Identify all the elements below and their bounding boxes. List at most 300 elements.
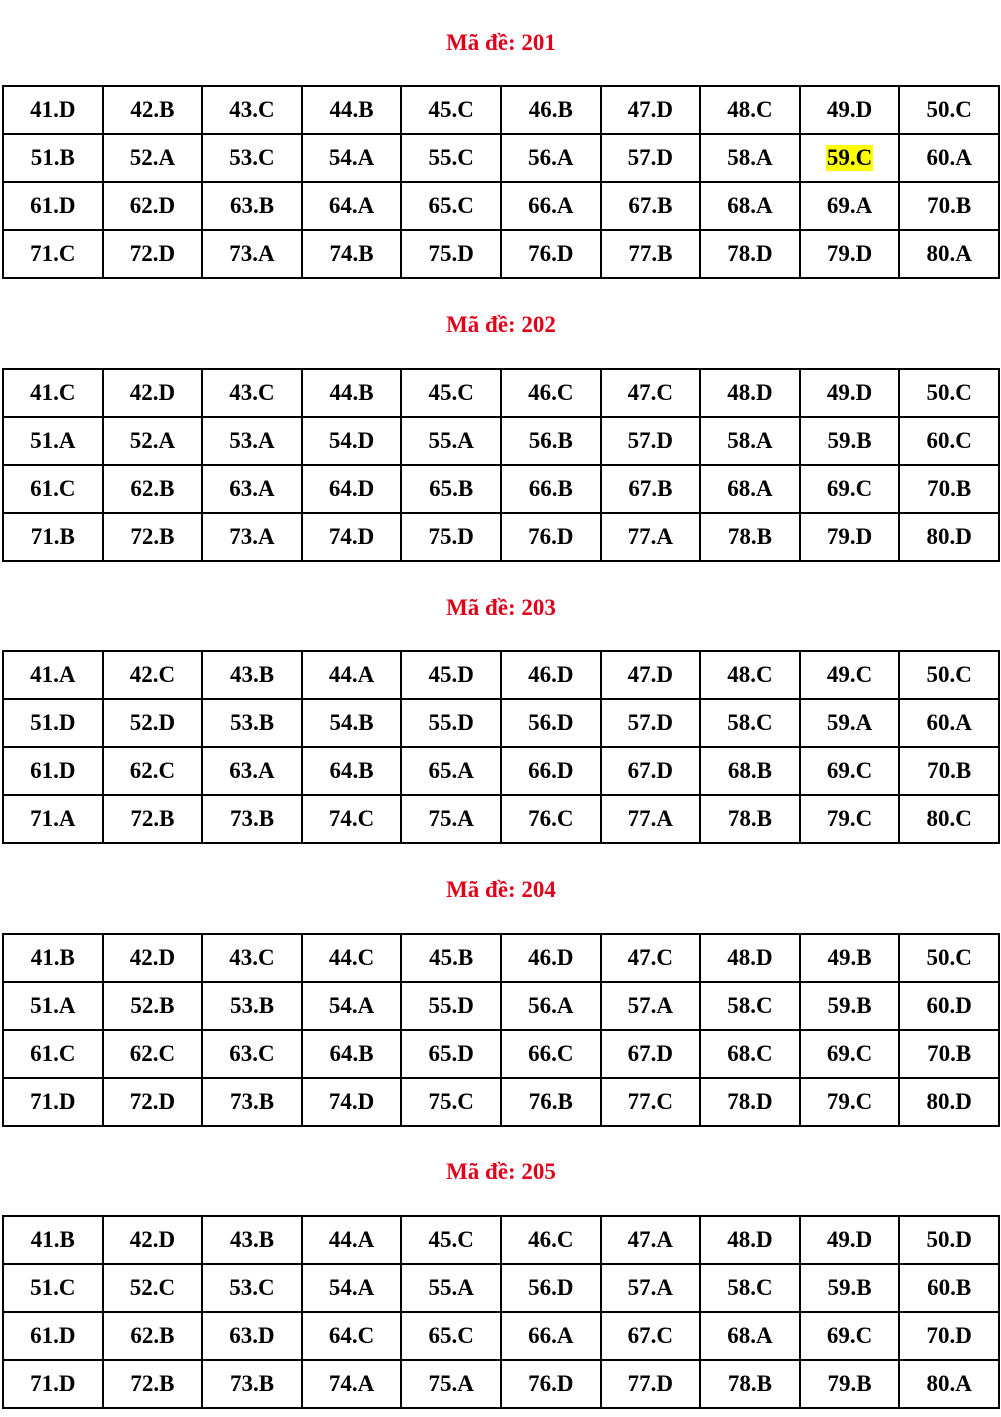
answer-cell [601,417,701,465]
answer-cell [800,465,900,513]
answer-cell [800,513,900,561]
answer-cell [501,86,601,134]
answer-cell [302,1312,402,1360]
answer-text: 44.A [328,1227,375,1252]
answer-cell [601,1312,701,1360]
answer-cell [3,795,103,843]
answer-cell [700,182,800,230]
answer-text: 66.C [528,1041,574,1066]
answer-cell [202,134,302,182]
answer-text: 45.B [429,945,474,970]
answer-text: 53.C [229,145,275,170]
answer-text: 78.D [727,1089,773,1114]
answer-cell [601,1264,701,1312]
answer-cell [501,1360,601,1408]
answer-text: 45.C [428,380,474,405]
answer-cell [800,182,900,230]
answer-cell [501,651,601,699]
answer-text: 44.C [328,945,375,970]
answer-text: 80.C [926,806,972,831]
answer-text: 70.B [927,476,972,501]
answer-text: 66.A [528,193,574,218]
answer-text: 57.D [627,145,674,170]
answer-text: 41.C [30,380,76,405]
answer-cell [899,651,999,699]
answer-text: 76.B [528,1089,573,1114]
answer-text: 50.C [926,380,972,405]
answer-cell [401,1360,501,1408]
answer-cell [899,699,999,747]
answer-cell [899,465,999,513]
answer-text: 72.D [129,241,176,266]
answer-text: 80.A [926,1371,972,1396]
answer-cell [800,982,900,1030]
answer-text: 60.C [926,428,972,453]
answer-cell [501,182,601,230]
answer-text: 72.B [130,806,175,831]
answer-cell [899,1030,999,1078]
answer-cell [601,182,701,230]
answer-cell [202,1312,302,1360]
answer-text: 60.A [926,710,972,735]
answer-text: 62.B [130,476,175,501]
answer-cell [302,230,402,278]
answer-cell [800,230,900,278]
answer-text: 54.A [328,1275,375,1300]
answer-text: 56.D [528,1275,574,1300]
answer-text: 46.D [528,662,574,687]
answer-cell [202,1030,302,1078]
answer-cell [3,747,103,795]
answer-row [3,417,999,465]
answer-cell [501,747,601,795]
answer-text: 60.B [927,1275,972,1300]
answer-row [3,934,999,982]
answer-cell [302,699,402,747]
answer-text: 58.A [727,428,773,453]
answer-text: 75.D [428,524,474,549]
answer-cell [3,513,103,561]
answer-text: 59.C [826,145,873,170]
answer-cell [700,1030,800,1078]
answer-row [3,795,999,843]
answer-cell [401,795,501,843]
answer-cell [501,1264,601,1312]
answer-text: 49.C [826,662,873,687]
answer-cell [103,1360,203,1408]
answer-text: 51.A [30,993,76,1018]
answer-text: 46.C [528,1227,574,1252]
answer-text: 77.B [628,241,673,266]
answer-cell [103,465,203,513]
answer-cell [401,369,501,417]
answer-text: 64.B [329,758,374,783]
answer-text: 68.A [727,476,773,501]
answer-cell [700,417,800,465]
answer-text: 60.D [926,993,972,1018]
answer-row [3,182,999,230]
answer-text: 75.C [428,1089,474,1114]
answer-cell [302,134,402,182]
answer-cell [3,1030,103,1078]
answer-text: 72.B [130,524,175,549]
answer-text: 56.B [528,428,573,453]
answer-text: 56.D [528,710,574,735]
answer-text: 61.C [30,1041,76,1066]
answer-cell [601,747,701,795]
answer-text: 42.B [130,97,175,122]
answer-cell [302,417,402,465]
answer-text: 41.B [30,945,75,970]
section-title: Mã đề: 205 [446,1159,556,1184]
answer-cell [3,369,103,417]
answer-cell [700,1078,800,1126]
answer-cell [302,982,402,1030]
answer-cell [3,182,103,230]
answer-cell [700,465,800,513]
answer-text: 79.C [826,806,873,831]
answer-text: 43.B [229,1227,275,1252]
answer-cell [899,747,999,795]
answer-cell [202,1264,302,1312]
answer-cell [302,1216,402,1264]
answer-cell [103,1030,203,1078]
answer-cell [3,1078,103,1126]
answer-text: 69.C [826,1323,873,1348]
answer-cell [202,465,302,513]
answer-cell [501,513,601,561]
answer-cell [103,651,203,699]
answer-text: 45.D [428,662,474,687]
answer-text: 51.B [30,145,75,170]
answer-row [3,651,999,699]
answer-cell [202,417,302,465]
answer-cell [601,1078,701,1126]
answer-text: 70.B [927,193,972,218]
answer-cell [899,1216,999,1264]
answer-text: 77.A [627,524,674,549]
answer-text: 73.A [229,524,275,549]
answer-row [3,1360,999,1408]
answer-cell [501,134,601,182]
answer-cell [3,86,103,134]
answer-cell [401,134,501,182]
answer-cell [103,795,203,843]
answer-text: 78.B [727,524,772,549]
answer-table [2,1215,1000,1409]
answer-text: 55.A [428,1275,474,1300]
answer-cell [3,1264,103,1312]
answer-text: 47.C [627,945,674,970]
answer-cell [501,699,601,747]
answer-text: 61.D [30,758,76,783]
answer-cell [401,651,501,699]
answer-cell [601,1030,701,1078]
answer-cell [103,934,203,982]
answer-cell [401,747,501,795]
answer-row [3,1030,999,1078]
answer-cell [3,230,103,278]
answer-cell [800,1312,900,1360]
answer-text: 50.D [926,1227,972,1252]
answer-cell [501,1030,601,1078]
answer-text: 42.C [129,662,176,687]
answer-text: 59.B [827,1275,872,1300]
answer-cell [103,1078,203,1126]
answer-text: 65.C [428,1323,474,1348]
answer-cell [401,699,501,747]
answer-cell [103,86,203,134]
answer-cell [800,795,900,843]
answer-text: 77.A [627,806,674,831]
answer-cell [800,1264,900,1312]
answer-cell [601,369,701,417]
answer-text: 52.A [129,145,176,170]
answer-text: 80.D [926,1089,972,1114]
answer-text: 62.B [130,1323,175,1348]
answer-row [3,1264,999,1312]
answer-text: 76.C [528,806,574,831]
answer-text: 68.A [727,1323,773,1348]
answer-cell [401,513,501,561]
answer-cell [800,86,900,134]
answer-text: 59.B [827,993,872,1018]
answer-text: 51.D [30,710,76,735]
answer-text: 53.C [229,1275,275,1300]
answer-row [3,513,999,561]
answer-text: 76.D [528,241,574,266]
answer-cell [3,1360,103,1408]
answer-text: 80.A [926,241,972,266]
answer-text: 71.C [30,241,76,266]
answer-text: 67.D [627,758,674,783]
answer-text: 72.B [130,1371,175,1396]
answer-text: 79.B [827,1371,872,1396]
answer-row [3,134,999,182]
answer-cell [800,369,900,417]
answer-text: 69.A [826,193,873,218]
answer-text: 68.C [727,1041,773,1066]
answer-cell [601,1360,701,1408]
answer-cell [401,1078,501,1126]
answer-cell [202,747,302,795]
answer-cell [401,934,501,982]
answer-cell [899,86,999,134]
answer-cell [700,134,800,182]
answer-text: 43.B [229,662,275,687]
answer-text: 54.B [329,710,374,735]
answer-cell [202,934,302,982]
answer-text: 80.D [926,524,972,549]
answer-text: 74.A [328,1371,375,1396]
answer-text: 49.B [827,945,872,970]
answer-cell [700,982,800,1030]
answer-cell [103,1216,203,1264]
answer-cell [899,1078,999,1126]
answer-cell [103,134,203,182]
answer-text: 57.A [627,1275,674,1300]
answer-cell [3,1312,103,1360]
answer-text: 71.D [30,1089,76,1114]
answer-cell [501,465,601,513]
answer-cell [601,699,701,747]
answer-text: 70.D [926,1323,972,1348]
answer-text: 47.D [627,662,674,687]
answer-text: 74.B [329,241,374,266]
answer-cell [899,513,999,561]
answer-text: 55.A [428,428,474,453]
answer-cell [800,1078,900,1126]
answer-cell [601,1216,701,1264]
answer-text: 73.B [229,1371,275,1396]
answer-text: 71.D [30,1371,76,1396]
answer-cell [800,699,900,747]
answer-cell [899,934,999,982]
answer-text: 57.D [627,710,674,735]
answer-text: 77.D [627,1371,674,1396]
answer-text: 58.A [727,145,773,170]
answer-cell [501,1078,601,1126]
answer-text: 62.C [129,758,176,783]
answer-text: 48.C [727,97,773,122]
answer-text: 46.D [528,945,574,970]
answer-cell [302,795,402,843]
answer-text: 54.A [328,993,375,1018]
answer-cell [302,1360,402,1408]
answer-text: 67.D [627,1041,674,1066]
answer-text: 44.A [328,662,375,687]
answer-cell [700,513,800,561]
answer-cell [401,982,501,1030]
answer-cell [401,182,501,230]
answer-text: 71.B [30,524,75,549]
answer-text: 46.C [528,380,574,405]
answer-cell [601,230,701,278]
answer-cell [700,369,800,417]
answer-cell [601,934,701,982]
answer-cell [800,1216,900,1264]
answer-cell [601,86,701,134]
answer-text: 66.B [528,476,573,501]
answer-cell [501,982,601,1030]
answer-cell [899,230,999,278]
answer-text: 55.D [428,993,474,1018]
answer-cell [700,1264,800,1312]
answer-text: 47.C [627,380,674,405]
answer-cell [202,1078,302,1126]
answer-cell [501,1216,601,1264]
answer-text: 72.D [129,1089,176,1114]
answer-text: 75.D [428,241,474,266]
answer-cell [700,1312,800,1360]
answer-text: 62.D [129,193,176,218]
answer-cell [800,934,900,982]
answer-cell [401,417,501,465]
answer-table [2,85,1000,279]
answer-cell [302,182,402,230]
answer-cell [601,134,701,182]
answer-text: 74.D [328,1089,375,1114]
answer-cell [501,1312,601,1360]
answer-cell [202,1360,302,1408]
answer-text: 62.C [129,1041,176,1066]
answer-text: 78.B [727,806,772,831]
answer-cell [103,230,203,278]
answer-cell [202,1216,302,1264]
answer-text: 58.C [727,993,773,1018]
answer-cell [3,1216,103,1264]
answer-cell [401,465,501,513]
answer-text: 47.A [627,1227,674,1252]
answer-text: 61.D [30,1323,76,1348]
answer-cell [601,513,701,561]
answer-text: 67.B [628,193,673,218]
answer-text: 43.C [229,97,275,122]
answer-text: 53.B [229,993,275,1018]
answer-cell [601,982,701,1030]
answer-cell [501,369,601,417]
answer-cell [202,513,302,561]
answer-text: 42.D [129,380,176,405]
answer-row [3,1078,999,1126]
answer-text: 60.A [926,145,972,170]
answer-cell [899,417,999,465]
answer-text: 53.B [229,710,275,735]
answer-text: 78.D [727,241,773,266]
answer-cell [601,795,701,843]
answer-row [3,465,999,513]
answer-cell [302,934,402,982]
answer-cell [601,465,701,513]
answer-cell [601,651,701,699]
answer-text: 68.A [727,193,773,218]
answer-text: 73.A [229,241,275,266]
answer-cell [103,417,203,465]
answer-cell [700,795,800,843]
answer-text: 79.D [826,241,873,266]
answer-cell [3,134,103,182]
answer-cell [800,134,900,182]
answer-text: 41.B [30,1227,75,1252]
answer-row [3,369,999,417]
answer-text: 52.B [130,993,175,1018]
answer-table [2,368,1000,562]
answer-text: 63.D [229,1323,275,1348]
answer-cell [899,369,999,417]
answer-text: 76.D [528,524,574,549]
answer-text: 65.B [429,476,474,501]
answer-text: 41.A [30,662,76,687]
answer-text: 63.A [229,758,275,783]
answer-text: 53.A [229,428,275,453]
answer-cell [800,417,900,465]
answer-text: 58.C [727,710,773,735]
answer-text: 64.A [328,193,375,218]
answer-cell [302,651,402,699]
answer-row [3,747,999,795]
answer-cell [3,651,103,699]
answer-cell [401,1312,501,1360]
answer-text: 57.D [627,428,674,453]
answer-cell [401,1216,501,1264]
answer-text: 55.D [428,710,474,735]
answer-cell [401,86,501,134]
answer-table [2,650,1000,844]
answer-text: 61.D [30,193,76,218]
answer-text: 61.C [30,476,76,501]
answer-text: 67.B [628,476,673,501]
answer-text: 65.C [428,193,474,218]
